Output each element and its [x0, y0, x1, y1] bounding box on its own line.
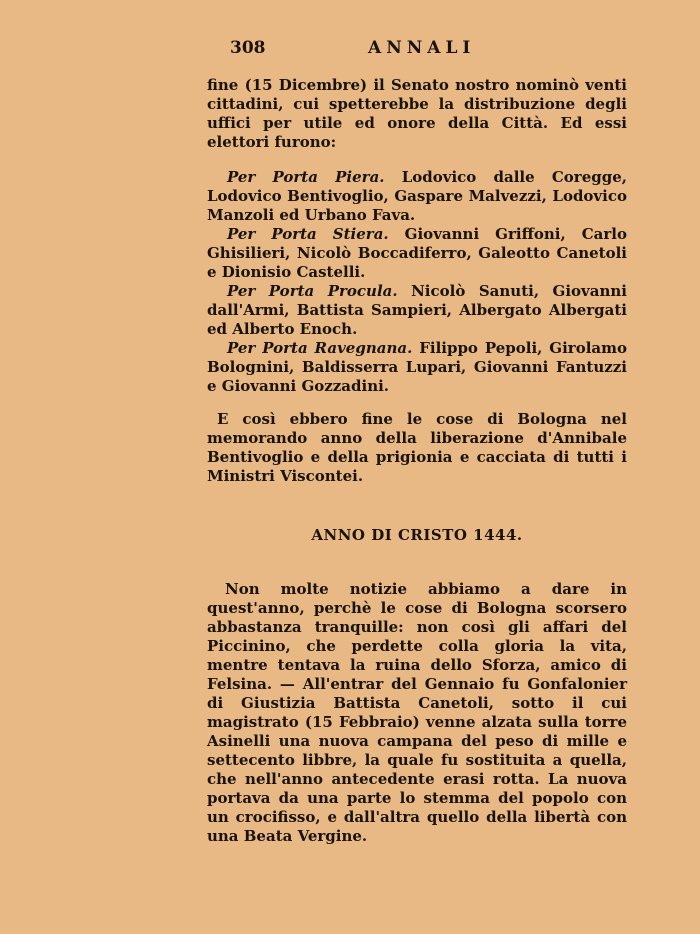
elector-names: Nicolò Sanuti, Giovanni dall'Armi, Battista Sampieri, Albergato Albergati ed Alberto Enoch.	[207, 282, 627, 338]
section-heading: ANNO DI CRISTO 1444.	[311, 526, 523, 544]
elector-entry	[207, 225, 627, 282]
page-number: 308	[230, 38, 266, 58]
running-header	[230, 38, 530, 60]
gate-name: Per Porta Stiera.	[227, 225, 389, 243]
paragraph-1444-text: Non molte notizie abbiamo a dare in quest'anno, perchè le cose di Bologna scorsero abbastanza tranquille: non così gli affari del Piccinino, che perdette colla gloria la vita, mentre tentava la ruina dello Sforza, amico di Felsina. — All'entrar del Gennaio fu Gonfalonier di Giustizia Battista Canetoli, sotto il cui magistrato (15 Febbraio) venne alzata sulla torre Asinelli una nuova campana del peso di mille e settecento libbre, la quale fu sostituita a quella, che nell'anno antecedente erasi rotta. La nuova portava da una parte lo stemma del popolo con un crocifisso, e dall'altra quello della libertà con una Beata Vergine.	[207, 580, 627, 845]
elector-entry	[207, 168, 627, 225]
paragraph-1444	[207, 580, 627, 846]
elector-entry	[207, 339, 627, 396]
paragraph-conclusion-text: E così ebbero fine le cose di Bologna nel memorando anno della liberazione d'Annibale Bentivoglio e della prigionia e cacciata di tutti i Ministri Viscontei.	[207, 410, 627, 485]
elector-names: Filippo Pepoli, Girolamo Bolognini, Baldisserra Lupari, Giovanni Fantuzzi e Giovanni Gozzadini.	[207, 339, 627, 395]
electors-list	[207, 168, 627, 396]
paragraph-intro-text: fine (15 Dicembre) il Senato nostro nominò venti cittadini, cui spetterebbe la distribuzione degli uffici per utile ed onore della Città. Ed essi elettori furono:	[207, 76, 627, 151]
elector-names: Giovanni Griffoni, Carlo Ghisilieri, Nicolò Boccadiferro, Galeotto Canetoli e Dionisio Castelli.	[207, 225, 627, 281]
running-title: ANNALI	[368, 38, 476, 58]
elector-entry	[207, 282, 627, 339]
gate-name: Per Porta Procula.	[227, 282, 398, 300]
elector-names: Lodovico dalle Coregge, Lodovico Bentivoglio, Gaspare Malvezzi, Lodovico Manzoli ed Urbano Fava.	[207, 168, 627, 224]
paragraph-intro	[207, 76, 627, 152]
gate-name: Per Porta Piera.	[227, 168, 385, 186]
paragraph-conclusion	[207, 410, 627, 486]
gate-name: Per Porta Ravegnana.	[227, 339, 413, 357]
